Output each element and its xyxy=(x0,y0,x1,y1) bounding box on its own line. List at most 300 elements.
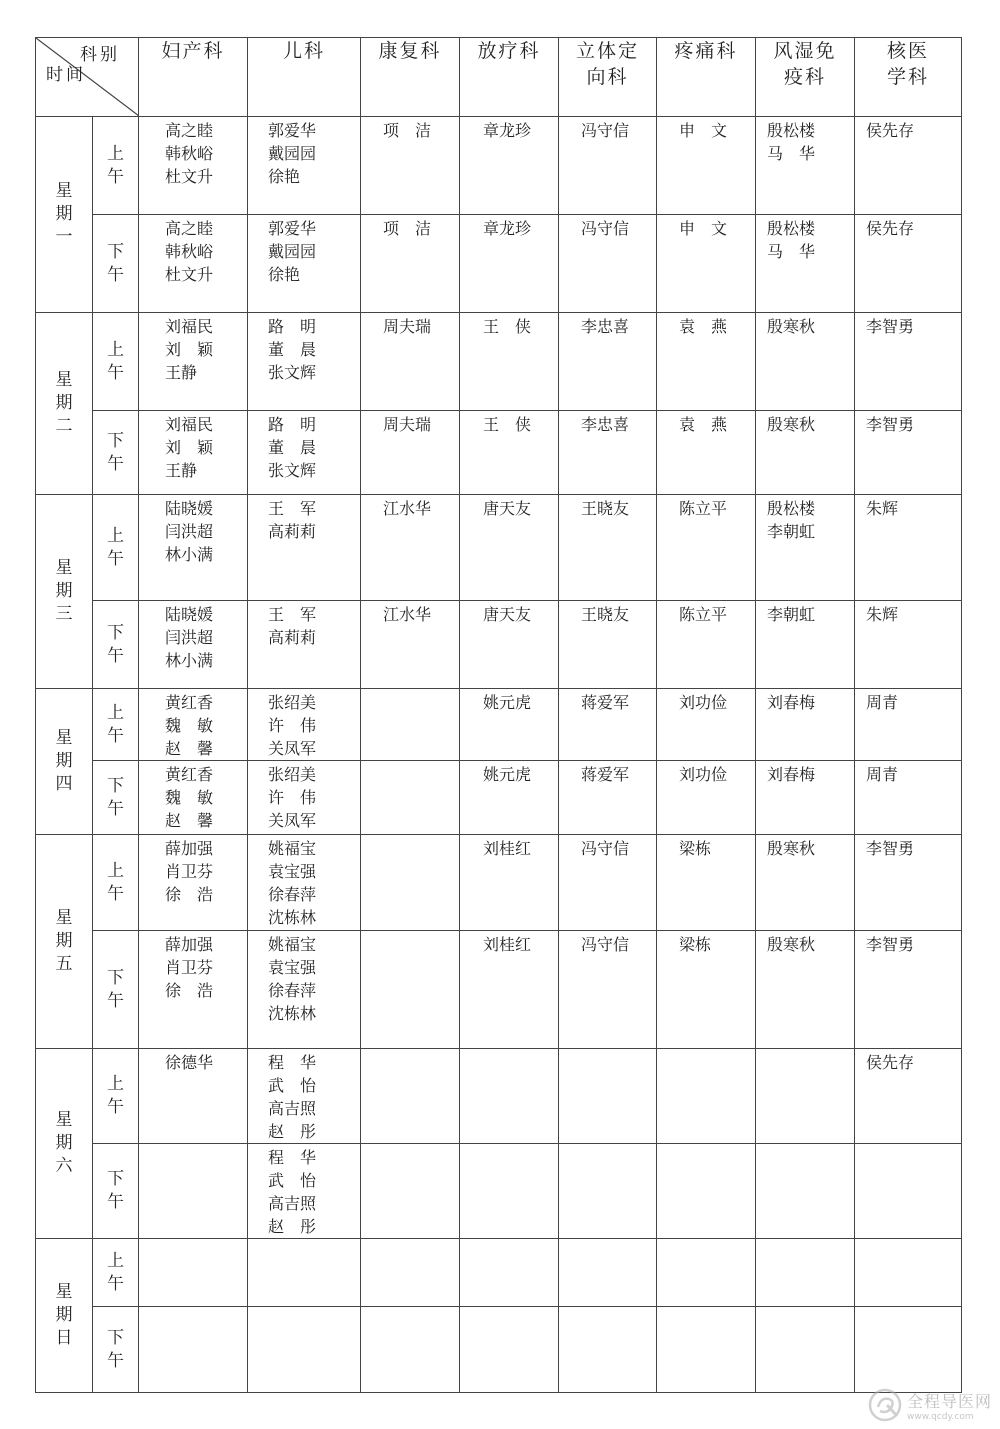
doctor-cell xyxy=(559,1144,657,1239)
doctor-name: 蒋爱军 xyxy=(581,765,630,784)
doctor-cell xyxy=(756,1307,855,1393)
schedule-row xyxy=(36,1049,962,1144)
doctor-cell xyxy=(139,1307,248,1393)
doctor-cell xyxy=(756,1144,855,1239)
doctor-cell xyxy=(139,689,248,761)
doctor-cell xyxy=(460,1144,559,1239)
doctor-cell xyxy=(248,689,361,761)
doctor-cell xyxy=(559,835,657,931)
morning-label xyxy=(93,1239,139,1307)
doctor-name: 项 洁 xyxy=(383,121,432,140)
doctor-cell xyxy=(756,1049,855,1144)
doctor-cell xyxy=(855,689,962,761)
doctor-name: 蒋爱军 xyxy=(581,693,630,712)
schedule-row xyxy=(36,1144,962,1239)
doctor-name: 殷松楼 xyxy=(767,121,816,140)
doctor-name: 章龙珍 xyxy=(483,219,532,238)
morning-label xyxy=(93,1049,139,1144)
doctor-cell xyxy=(460,761,559,835)
doctor-cell xyxy=(855,117,962,215)
doctor-name: 关凤军 xyxy=(268,739,317,758)
doctor-name: 刘福民 xyxy=(165,415,214,434)
day-label xyxy=(36,117,93,313)
dept-header-5: 疼痛科 xyxy=(657,38,756,117)
doctor-name: 周青 xyxy=(866,693,899,712)
schedule-row xyxy=(36,1307,962,1393)
doctor-name: 闫洪超 xyxy=(165,522,214,541)
doctor-cell xyxy=(248,1239,361,1307)
doctor-name: 肖卫芬 xyxy=(165,958,214,977)
doctor-name: 王 军 xyxy=(268,499,317,518)
doctor-cell xyxy=(559,313,657,411)
doctor-cell xyxy=(756,495,855,601)
afternoon-label xyxy=(93,215,139,313)
doctor-cell xyxy=(361,1144,460,1239)
doctor-cell xyxy=(657,1239,756,1307)
doctor-name: 李朝虹 xyxy=(767,605,816,624)
doctor-cell xyxy=(248,931,361,1049)
doctor-name: 黄红香 xyxy=(165,693,214,712)
doctor-cell xyxy=(657,689,756,761)
doctor-cell xyxy=(361,931,460,1049)
doctor-name: 马 华 xyxy=(767,242,816,261)
doctor-name: 殷寒秋 xyxy=(767,839,816,858)
doctor-cell xyxy=(460,931,559,1049)
doctor-name: 魏 敏 xyxy=(165,716,214,735)
doctor-name: 王晓友 xyxy=(581,605,630,624)
doctor-cell xyxy=(139,1049,248,1144)
afternoon-label xyxy=(93,411,139,495)
doctor-cell xyxy=(855,601,962,689)
doctor-name: 侯先存 xyxy=(866,121,915,140)
day-label-text: 星期三 xyxy=(55,558,73,624)
doctor-cell xyxy=(460,495,559,601)
doctor-name: 徐春萍 xyxy=(268,981,317,1000)
doctor-name: 李智勇 xyxy=(866,935,915,954)
doctor-name: 陈立平 xyxy=(679,605,728,624)
doctor-cell xyxy=(855,313,962,411)
doctor-name: 侯先存 xyxy=(866,219,915,238)
dept-header-6: 风湿免 疫科 xyxy=(756,38,855,117)
doctor-name: 姚福宝 xyxy=(268,839,317,858)
schedule-row xyxy=(36,495,962,601)
doctor-cell xyxy=(756,1239,855,1307)
doctor-cell xyxy=(248,1144,361,1239)
day-label xyxy=(36,689,93,835)
doctor-cell xyxy=(361,1049,460,1144)
doctor-name: 陈立平 xyxy=(679,499,728,518)
doctor-cell xyxy=(559,931,657,1049)
doctor-name: 殷松楼 xyxy=(767,499,816,518)
doctor-name: 王晓友 xyxy=(581,499,630,518)
doctor-name: 李朝虹 xyxy=(767,522,816,541)
doctor-name: 刘春梅 xyxy=(767,693,816,712)
doctor-cell xyxy=(559,411,657,495)
doctor-name: 徐春萍 xyxy=(268,885,317,904)
doctor-cell xyxy=(756,313,855,411)
doctor-cell xyxy=(855,1144,962,1239)
doctor-cell xyxy=(361,411,460,495)
doctor-cell xyxy=(248,835,361,931)
doctor-cell xyxy=(559,1049,657,1144)
doctor-name: 关凤军 xyxy=(268,811,317,830)
header-row xyxy=(36,38,962,117)
schedule-row xyxy=(36,313,962,411)
doctor-name: 朱辉 xyxy=(866,499,899,518)
doctor-cell xyxy=(361,601,460,689)
doctor-name: 刘福民 xyxy=(165,317,214,336)
day-label-text: 星期六 xyxy=(55,1110,73,1176)
doctor-cell xyxy=(657,601,756,689)
schedule-row xyxy=(36,215,962,313)
doctor-name: 戴园园 xyxy=(268,144,317,163)
doctor-cell xyxy=(657,215,756,313)
doctor-name: 徐 浩 xyxy=(165,981,214,1000)
doctor-name: 殷松楼 xyxy=(767,219,816,238)
doctor-name: 姚元虎 xyxy=(483,693,532,712)
doctor-name: 侯先存 xyxy=(866,1053,915,1072)
doctor-cell xyxy=(756,761,855,835)
doctor-name: 李忠喜 xyxy=(581,317,630,336)
doctor-name: 高莉莉 xyxy=(268,628,317,647)
doctor-name: 张文辉 xyxy=(268,461,317,480)
doctor-cell xyxy=(559,761,657,835)
dept-header-7: 核医 学科 xyxy=(855,38,962,117)
half-day-text: 上午 xyxy=(107,1074,124,1117)
doctor-cell xyxy=(855,495,962,601)
doctor-name: 刘 颖 xyxy=(165,340,214,359)
doctor-name: 冯守信 xyxy=(581,121,630,140)
doctor-name: 赵 彤 xyxy=(268,1217,317,1236)
half-day-text: 下午 xyxy=(107,241,124,285)
doctor-name: 魏 敏 xyxy=(165,788,214,807)
schedule-body xyxy=(36,117,962,1393)
doctor-name: 冯守信 xyxy=(581,935,630,954)
doctor-name: 刘桂红 xyxy=(483,935,532,954)
day-label xyxy=(36,835,93,1049)
doctor-name: 沈栋林 xyxy=(268,908,317,927)
doctor-cell xyxy=(657,1049,756,1144)
doctor-cell xyxy=(855,761,962,835)
doctor-cell xyxy=(657,1307,756,1393)
doctor-cell xyxy=(139,495,248,601)
doctor-cell xyxy=(248,761,361,835)
corner-cell xyxy=(36,38,139,117)
doctor-name: 王 侠 xyxy=(483,317,532,336)
doctor-name: 张绍美 xyxy=(268,765,317,784)
doctor-name: 林小满 xyxy=(165,545,214,564)
doctor-cell xyxy=(139,313,248,411)
doctor-name: 申 文 xyxy=(679,219,728,238)
afternoon-label xyxy=(93,1144,139,1239)
doctor-name: 袁宝强 xyxy=(268,958,317,977)
doctor-cell xyxy=(361,495,460,601)
doctor-name: 许 伟 xyxy=(268,716,317,735)
doctor-name: 张文辉 xyxy=(268,363,317,382)
day-label-text: 星期一 xyxy=(55,181,73,247)
doctor-cell xyxy=(460,1049,559,1144)
schedule-row xyxy=(36,601,962,689)
dept-header-1: 儿科 xyxy=(248,38,361,117)
doctor-name: 韩秋峪 xyxy=(165,144,214,163)
doctor-name: 王静 xyxy=(165,461,198,480)
doctor-name: 刘春梅 xyxy=(767,765,816,784)
half-day-text: 上午 xyxy=(107,525,124,569)
doctor-cell xyxy=(657,411,756,495)
morning-label xyxy=(93,313,139,411)
doctor-cell xyxy=(248,1049,361,1144)
doctor-name: 马 华 xyxy=(767,144,816,163)
doctor-cell xyxy=(139,411,248,495)
doctor-cell xyxy=(460,411,559,495)
day-label-text: 星期日 xyxy=(55,1282,73,1348)
schedule-row xyxy=(36,689,962,761)
doctor-cell xyxy=(756,931,855,1049)
doctor-name: 周夫瑞 xyxy=(383,317,432,336)
doctor-name: 闫洪超 xyxy=(165,628,214,647)
doctor-cell xyxy=(756,117,855,215)
doctor-cell xyxy=(361,689,460,761)
doctor-cell xyxy=(559,601,657,689)
doctor-cell xyxy=(361,117,460,215)
doctor-cell xyxy=(657,761,756,835)
schedule-row xyxy=(36,931,962,1049)
schedule-row xyxy=(36,1239,962,1307)
doctor-cell xyxy=(248,1307,361,1393)
doctor-name: 江水华 xyxy=(383,499,432,518)
doctor-cell xyxy=(855,411,962,495)
doctor-cell xyxy=(460,1239,559,1307)
doctor-name: 江水华 xyxy=(383,605,432,624)
morning-label xyxy=(93,689,139,761)
doctor-name: 程 华 xyxy=(268,1053,317,1072)
doctor-name: 冯守信 xyxy=(581,839,630,858)
doctor-cell xyxy=(756,689,855,761)
doctor-name: 陆晓媛 xyxy=(165,499,214,518)
doctor-name: 李忠喜 xyxy=(581,415,630,434)
doctor-name: 李智勇 xyxy=(866,415,915,434)
doctor-cell xyxy=(559,495,657,601)
doctor-cell xyxy=(139,117,248,215)
doctor-cell xyxy=(460,313,559,411)
doctor-cell xyxy=(657,117,756,215)
doctor-name: 袁 燕 xyxy=(679,415,728,434)
doctor-name: 梁栋 xyxy=(679,935,712,954)
doctor-name: 董 晨 xyxy=(268,438,317,457)
doctor-name: 路 明 xyxy=(268,415,317,434)
doctor-name: 武 怡 xyxy=(268,1171,317,1190)
doctor-cell xyxy=(855,1307,962,1393)
watermark-logo-icon xyxy=(867,1387,903,1423)
doctor-name: 高之睦 xyxy=(165,219,214,238)
doctor-name: 唐天友 xyxy=(483,499,532,518)
doctor-name: 王 侠 xyxy=(483,415,532,434)
schedule-table xyxy=(35,37,962,1393)
doctor-cell xyxy=(657,931,756,1049)
morning-label xyxy=(93,835,139,931)
doctor-cell xyxy=(361,835,460,931)
doctor-name: 袁宝强 xyxy=(268,862,317,881)
doctor-cell xyxy=(657,1144,756,1239)
afternoon-label xyxy=(93,1307,139,1393)
doctor-name: 薛加强 xyxy=(165,839,214,858)
doctor-name: 刘桂红 xyxy=(483,839,532,858)
doctor-cell xyxy=(361,1239,460,1307)
doctor-name: 韩秋峪 xyxy=(165,242,214,261)
doctor-cell xyxy=(248,313,361,411)
doctor-cell xyxy=(657,313,756,411)
doctor-cell xyxy=(460,117,559,215)
day-label xyxy=(36,1239,93,1393)
doctor-name: 许 伟 xyxy=(268,788,317,807)
doctor-name: 林小满 xyxy=(165,651,214,670)
doctor-name: 路 明 xyxy=(268,317,317,336)
doctor-name: 项 洁 xyxy=(383,219,432,238)
dept-header-0: 妇产科 xyxy=(139,38,248,117)
doctor-name: 李智勇 xyxy=(866,839,915,858)
half-day-text: 下午 xyxy=(107,1169,124,1212)
day-label xyxy=(36,1049,93,1239)
doctor-name: 程 华 xyxy=(268,1148,317,1167)
half-day-text: 上午 xyxy=(107,143,124,187)
afternoon-label xyxy=(93,931,139,1049)
doctor-name: 周夫瑞 xyxy=(383,415,432,434)
afternoon-label xyxy=(93,761,139,835)
doctor-name: 申 文 xyxy=(679,121,728,140)
doctor-cell xyxy=(460,1307,559,1393)
half-day-text: 下午 xyxy=(107,430,124,474)
schedule-row xyxy=(36,117,962,215)
day-label-text: 星期四 xyxy=(55,728,73,794)
doctor-cell xyxy=(756,835,855,931)
doctor-name: 章龙珍 xyxy=(483,121,532,140)
day-label xyxy=(36,313,93,495)
doctor-name: 殷寒秋 xyxy=(767,935,816,954)
day-label-text: 星期五 xyxy=(55,908,73,974)
doctor-name: 徐 浩 xyxy=(165,885,214,904)
doctor-cell xyxy=(855,931,962,1049)
doctor-cell xyxy=(855,1239,962,1307)
corner-bottom-label: 时间 xyxy=(46,65,86,85)
day-label xyxy=(36,495,93,689)
doctor-name: 高莉莉 xyxy=(268,522,317,541)
doctor-cell xyxy=(559,117,657,215)
doctor-cell xyxy=(460,689,559,761)
doctor-name: 杜文升 xyxy=(165,265,214,284)
doctor-cell xyxy=(855,215,962,313)
doctor-cell xyxy=(139,1144,248,1239)
doctor-name: 黄红香 xyxy=(165,765,214,784)
doctor-name: 姚福宝 xyxy=(268,935,317,954)
watermark xyxy=(867,1387,992,1423)
schedule-row xyxy=(36,411,962,495)
doctor-cell xyxy=(361,1307,460,1393)
doctor-name: 高吉照 xyxy=(268,1194,317,1213)
doctor-name: 刘功俭 xyxy=(679,693,728,712)
doctor-name: 杜文升 xyxy=(165,167,214,186)
doctor-cell xyxy=(559,215,657,313)
day-label-text: 星期二 xyxy=(55,370,73,436)
doctor-cell xyxy=(756,215,855,313)
half-day-text: 上午 xyxy=(107,860,124,904)
doctor-name: 赵 馨 xyxy=(165,811,214,830)
half-day-text: 上午 xyxy=(107,1250,124,1294)
doctor-cell xyxy=(248,601,361,689)
doctor-cell xyxy=(756,601,855,689)
doctor-name: 沈栋林 xyxy=(268,1004,317,1023)
doctor-cell xyxy=(361,215,460,313)
doctor-name: 肖卫芬 xyxy=(165,862,214,881)
doctor-cell xyxy=(460,215,559,313)
doctor-cell xyxy=(248,411,361,495)
doctor-cell xyxy=(559,1239,657,1307)
doctor-name: 刘功俭 xyxy=(679,765,728,784)
dept-header-4: 立体定 向科 xyxy=(559,38,657,117)
doctor-name: 赵 馨 xyxy=(165,739,214,758)
doctor-cell xyxy=(559,689,657,761)
doctor-cell xyxy=(248,495,361,601)
doctor-cell xyxy=(460,601,559,689)
half-day-text: 下午 xyxy=(107,622,124,666)
doctor-name: 袁 燕 xyxy=(679,317,728,336)
doctor-name: 高吉照 xyxy=(268,1099,317,1118)
doctor-name: 冯守信 xyxy=(581,219,630,238)
dept-header-2: 康复科 xyxy=(361,38,460,117)
doctor-name: 武 怡 xyxy=(268,1076,317,1095)
schedule-row xyxy=(36,835,962,931)
doctor-name: 殷寒秋 xyxy=(767,415,816,434)
dept-header-3: 放疗科 xyxy=(460,38,559,117)
doctor-name: 周青 xyxy=(866,765,899,784)
doctor-cell xyxy=(248,117,361,215)
doctor-cell xyxy=(855,835,962,931)
doctor-name: 殷寒秋 xyxy=(767,317,816,336)
doctor-cell xyxy=(139,761,248,835)
afternoon-label xyxy=(93,601,139,689)
morning-label xyxy=(93,495,139,601)
doctor-cell xyxy=(139,931,248,1049)
doctor-name: 王静 xyxy=(165,363,198,382)
morning-label xyxy=(93,117,139,215)
doctor-cell xyxy=(361,761,460,835)
doctor-cell xyxy=(139,601,248,689)
half-day-text: 下午 xyxy=(107,1327,124,1371)
doctor-name: 姚元虎 xyxy=(483,765,532,784)
doctor-cell xyxy=(657,835,756,931)
doctor-cell xyxy=(361,313,460,411)
schedule-row xyxy=(36,761,962,835)
doctor-name: 徐艳 xyxy=(268,265,301,284)
doctor-name: 郭爱华 xyxy=(268,219,317,238)
corner-top-label: 科别 xyxy=(80,45,120,65)
half-day-text: 下午 xyxy=(107,775,124,819)
doctor-name: 刘 颖 xyxy=(165,438,214,457)
doctor-name: 戴园园 xyxy=(268,242,317,261)
doctor-cell xyxy=(855,1049,962,1144)
doctor-name: 朱辉 xyxy=(866,605,899,624)
doctor-cell xyxy=(139,1239,248,1307)
half-day-text: 下午 xyxy=(107,967,124,1011)
doctor-cell xyxy=(460,835,559,931)
doctor-name: 张绍美 xyxy=(268,693,317,712)
doctor-name: 李智勇 xyxy=(866,317,915,336)
doctor-cell xyxy=(657,495,756,601)
doctor-name: 赵 彤 xyxy=(268,1122,317,1141)
doctor-name: 董 晨 xyxy=(268,340,317,359)
watermark-url: www.qcdy.com xyxy=(906,1411,974,1422)
doctor-cell xyxy=(139,215,248,313)
doctor-name: 陆晓媛 xyxy=(165,605,214,624)
